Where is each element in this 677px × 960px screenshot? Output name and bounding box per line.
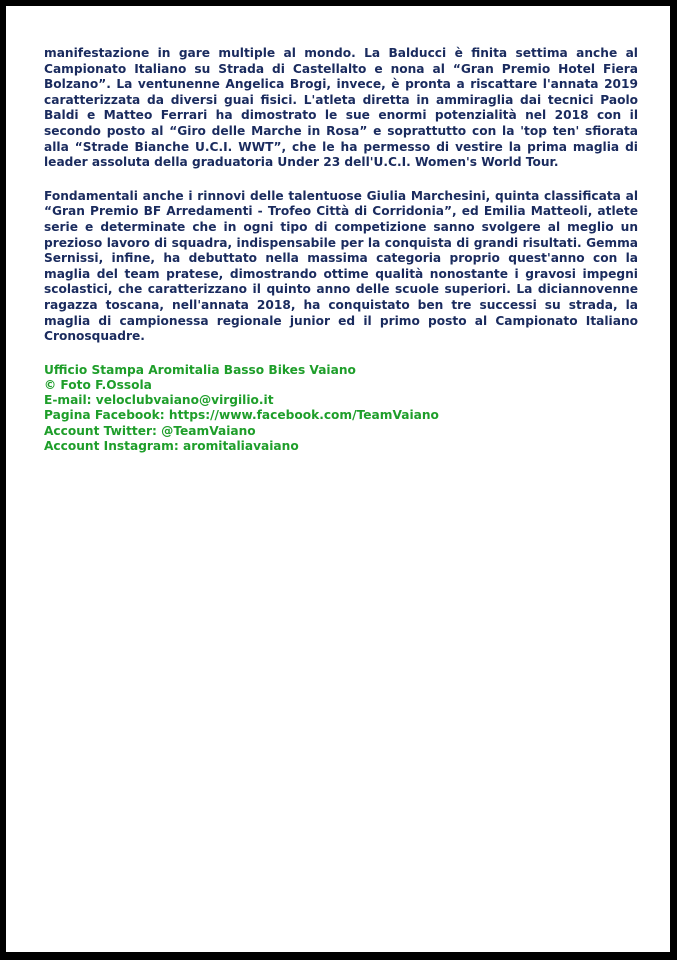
facebook-line: Pagina Facebook: https://www.facebook.com/TeamVaiano — [44, 408, 439, 423]
document-page — [6, 6, 670, 952]
article-paragraph-1: manifestazione in gare multiple al mondo. La Balducci è finita settima anche al Campionato Italiano su Strada di Castellalto e nona al “Gran Premio Hotel Fiera Bolzano”. La ventunenne Angelica Brogi, invece, è pronta a riscattare l'annata 2019 caratterizzata da diversi guai fisici. L'atleta diretta in ammiraglia dai tecnici Paolo Baldi e Matteo Ferrari ha dimostrato le sue enormi potenzialità nel 2018 con il secondo posto al “Giro delle Marche in Rosa” e soprattutto con la 'top ten' sfiorata alla “Strade Bianche U.C.I. WWT”, che le ha permesso di vestire la prima maglia di leader assoluta della graduatoria Under 23 dell'U.C.I. Women's World Tour. — [44, 46, 638, 170]
contact-block — [44, 363, 638, 454]
article-body — [44, 46, 638, 454]
photo-credit-line: © Foto F.Ossola — [44, 377, 152, 392]
email-line: E-mail: veloclubvaiano@virgilio.it — [44, 393, 274, 408]
instagram-line: Account Instagram: aromitaliavaiano — [44, 438, 299, 453]
twitter-line: Account Twitter: @TeamVaiano — [44, 423, 256, 438]
article-paragraph-2: Fondamentali anche i rinnovi delle talentuose Giulia Marchesini, quinta classificata al “Gran Premio BF Arredamenti - Trofeo Città di Corridonia”, ed Emilia Matteoli, atlete serie e determinate che in ogni tipo di competizione sanno svolgere al meglio un prezioso lavoro di squadra, indispensabile per la conquista di grandi risultati. Gemma Sernissi, infine, ha debuttato nella massima categoria proprio quest'anno con la maglia del team pratese, dimostrando ottime qualità nonostante i gravosi impegni scolastici, che caratterizzano il quinto anno delle scuole superiori. La diciannovenne ragazza toscana, nell'annata 2018, ha conquistato ben tre successi su strada, la maglia di campionessa regionale junior ed il primo posto al Campionato Italiano Cronosquadre. — [44, 188, 638, 344]
press-office-line: Ufficio Stampa Aromitalia Basso Bikes Vaiano — [44, 362, 356, 377]
